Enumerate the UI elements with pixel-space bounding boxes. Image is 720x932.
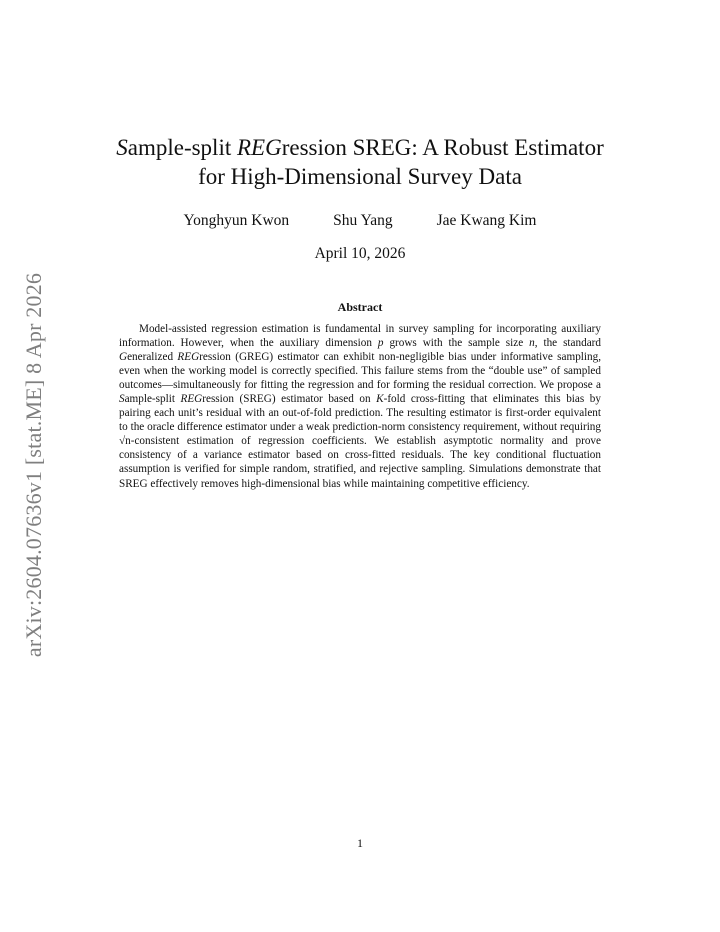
abstract-text: grows with the sample size	[383, 337, 530, 350]
publication-date: April 10, 2026	[314, 245, 406, 262]
abstract-paragraph	[119, 322, 601, 491]
author-name: Yonghyun Kwon	[183, 212, 290, 229]
abstract-heading: Abstract	[337, 300, 383, 314]
italic-reg: REG	[177, 351, 200, 364]
title-italic-s: S	[116, 135, 128, 160]
abstract-text: ample-split	[124, 393, 181, 406]
title-text-b: ression SREG: A Robust Estimator	[281, 135, 604, 160]
math-sqrt-n: √n	[119, 435, 131, 448]
abstract-text: ression (GREG) estimator can exhibit non-negligible bias under informative sampling, even when the working model is correctly specified. This failure stems from the “double use” of sampled outcomes—simultaneously for fitting the regression and for forming the residual correction. We propose a	[119, 351, 601, 392]
abstract-text: -fold cross-fitting that eliminates this bias by pairing each unit’s residual with an out-of-fold prediction. The resulting estimator is first-order equivalent to the oracle difference estimator under a weak prediction-norm consistency requirement, without requiring	[119, 393, 601, 434]
abstract-text: -consistent estimation of regression coefficients. We establish asymptotic normality and prove consistency of a variance estimator based on cross-fitted residuals. The key conditional fluctuation assumption is verified for simple random, stratified, and rejective sampling. Simulations demonstrate that SREG effectively removes high-dimensional bias while maintaining competitive efficiency.	[119, 435, 601, 490]
paper-title	[80, 133, 640, 191]
title-line-1	[80, 133, 640, 162]
title-line-2: for High-Dimensional Survey Data	[198, 164, 522, 189]
math-symbol-k: K	[376, 393, 384, 406]
title-italic-reg: REG	[236, 135, 282, 160]
page-number: 1	[357, 836, 363, 850]
italic-letter-g: G	[119, 351, 128, 364]
math-symbol-n: n	[529, 337, 535, 350]
title-text-a: ample-split	[127, 135, 237, 160]
abstract-body	[119, 322, 601, 491]
abstract-text: Model-assisted regression estimation is fundamental in survey sampling for incorporating auxiliary information. However, when the auxiliary dimension	[119, 323, 601, 350]
abstract-text: ression (SREG) estimator based on	[202, 393, 377, 406]
italic-letter-s: S	[119, 393, 125, 406]
arxiv-identifier-stamp: arXiv:2604.07636v1 [stat.ME] 8 Apr 2026	[21, 272, 46, 658]
author-name: Jae Kwang Kim	[436, 212, 537, 229]
author-list	[110, 212, 610, 230]
author-name: Shu Yang	[333, 212, 393, 229]
italic-reg: REG	[180, 393, 203, 406]
abstract-text: , the standard	[534, 337, 601, 350]
math-symbol-p: p	[377, 337, 384, 350]
abstract-text: eneralized	[127, 351, 178, 364]
